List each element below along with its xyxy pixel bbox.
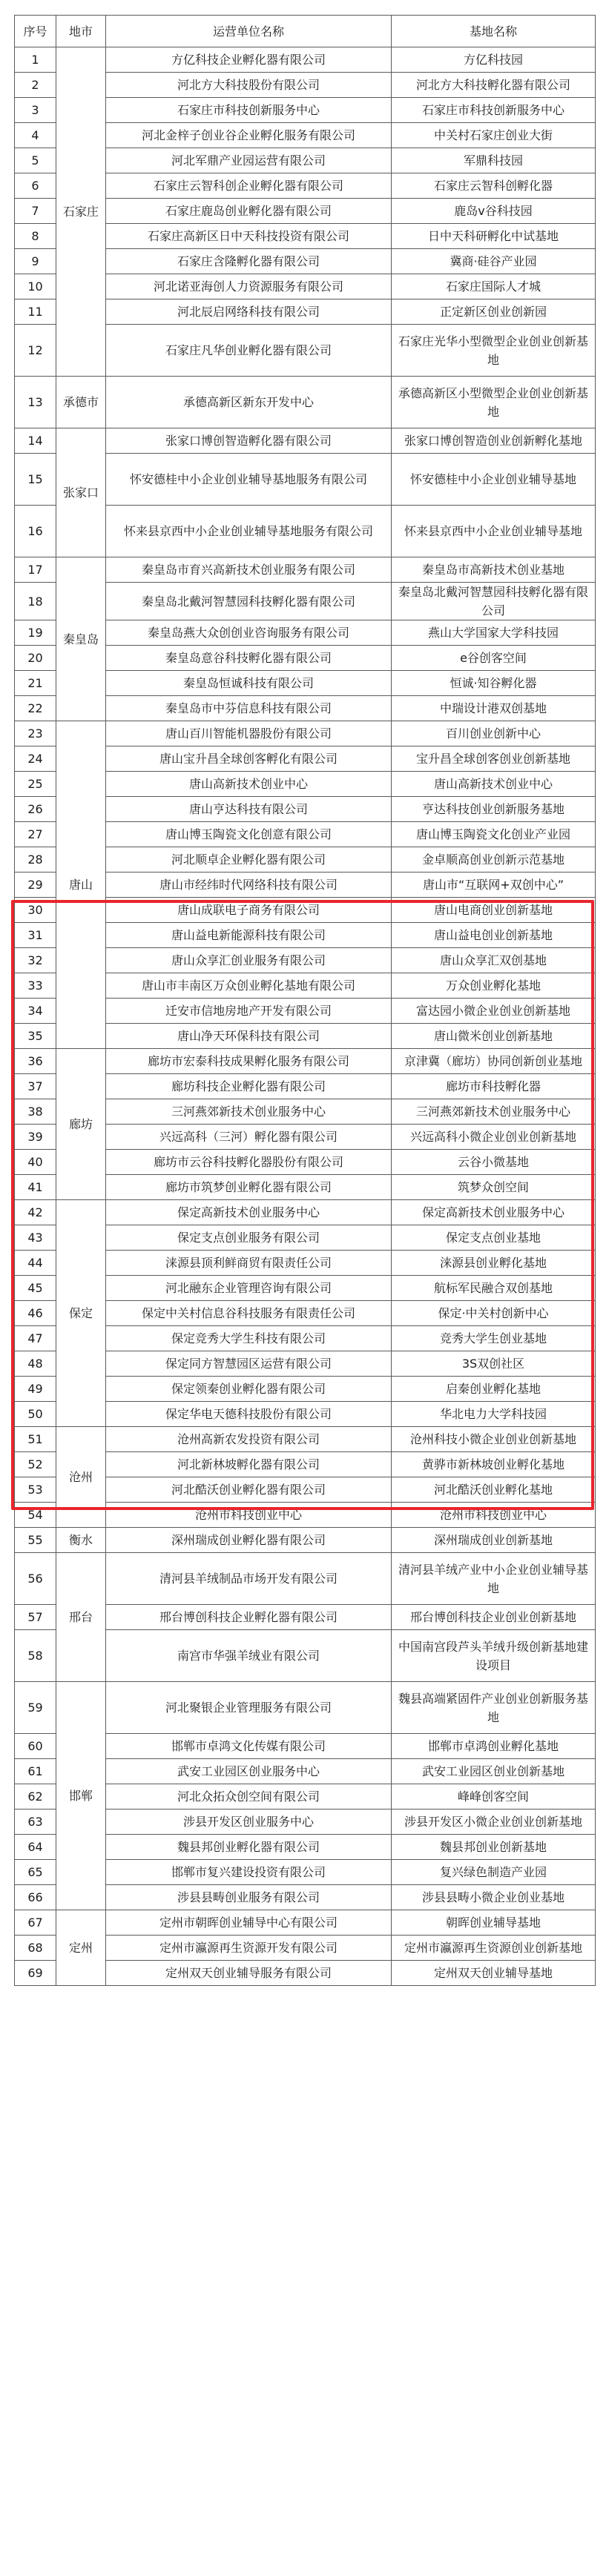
base-name: 秦皇岛市高新技术创业基地 xyxy=(392,557,596,583)
table-row xyxy=(15,557,596,583)
base-name: 沧州科技小微企业创业创新基地 xyxy=(392,1427,596,1452)
base-name: 廊坊市科技孵化器 xyxy=(392,1074,596,1099)
operator-name: 唐山市丰南区万众创业孵化基地有限公司 xyxy=(106,973,392,999)
header-no: 序号 xyxy=(15,16,56,47)
row-number: 9 xyxy=(15,249,56,274)
base-name: 京津冀（廊坊）协同创新创业基地 xyxy=(392,1049,596,1074)
header-base: 基地名称 xyxy=(392,16,596,47)
city-name: 廊坊 xyxy=(56,1049,106,1200)
base-name: 保定·中关村创新中心 xyxy=(392,1301,596,1326)
row-number: 14 xyxy=(15,428,56,454)
table-row xyxy=(15,47,596,73)
row-number: 65 xyxy=(15,1860,56,1885)
row-number: 35 xyxy=(15,1024,56,1049)
city-name: 保定 xyxy=(56,1200,106,1427)
base-name: 定州双天创业辅导基地 xyxy=(392,1961,596,1986)
row-number: 20 xyxy=(15,646,56,671)
base-name: 定州市瀛源再生资源创业创新基地 xyxy=(392,1936,596,1961)
table-row xyxy=(15,1427,596,1452)
operator-name: 定州市朝晖创业辅导中心有限公司 xyxy=(106,1910,392,1936)
row-number: 61 xyxy=(15,1759,56,1784)
base-name: 石家庄云智科创孵化器 xyxy=(392,173,596,199)
row-number: 28 xyxy=(15,847,56,873)
operator-name: 河北辰启网络科技有限公司 xyxy=(106,299,392,325)
row-number: 64 xyxy=(15,1835,56,1860)
operator-name: 廊坊科技企业孵化器有限公司 xyxy=(106,1074,392,1099)
row-number: 54 xyxy=(15,1503,56,1528)
row-number: 41 xyxy=(15,1175,56,1200)
base-name: 富达园小微企业创业创新基地 xyxy=(392,999,596,1024)
row-number: 63 xyxy=(15,1810,56,1835)
base-name: 涉县开发区小微企业创业创新基地 xyxy=(392,1810,596,1835)
operator-name: 迁安市信地房地产开发有限公司 xyxy=(106,999,392,1024)
operator-name: 承德高新区新东开发中心 xyxy=(106,377,392,428)
row-number: 51 xyxy=(15,1427,56,1452)
row-number: 15 xyxy=(15,454,56,506)
row-number: 56 xyxy=(15,1553,56,1605)
base-name: 中瑞设计港双创基地 xyxy=(392,696,596,721)
base-name: 航标军民融合双创基地 xyxy=(392,1276,596,1301)
row-number: 2 xyxy=(15,73,56,98)
row-number: 32 xyxy=(15,948,56,973)
base-name: 云谷小微基地 xyxy=(392,1150,596,1175)
table-row xyxy=(15,1910,596,1936)
row-number: 60 xyxy=(15,1734,56,1759)
operator-name: 兴远高科（三河）孵化器有限公司 xyxy=(106,1125,392,1150)
city-name: 张家口 xyxy=(56,428,106,557)
row-number: 44 xyxy=(15,1251,56,1276)
operator-name: 深州瑞成创业孵化器有限公司 xyxy=(106,1528,392,1553)
city-name: 衡水 xyxy=(56,1528,106,1553)
header-city: 地市 xyxy=(56,16,106,47)
base-name: 鹿岛v谷科技园 xyxy=(392,199,596,224)
city-name: 承德市 xyxy=(56,377,106,428)
operator-name: 石家庄市科技创新服务中心 xyxy=(106,98,392,123)
row-number: 46 xyxy=(15,1301,56,1326)
row-number: 3 xyxy=(15,98,56,123)
base-name: 石家庄市科技创新服务中心 xyxy=(392,98,596,123)
operator-name: 秦皇岛意谷科技孵化器有限公司 xyxy=(106,646,392,671)
operator-name: 怀安德桂中小企业创业辅导基地服务有限公司 xyxy=(106,454,392,506)
row-number: 23 xyxy=(15,721,56,746)
header-operator: 运营单位名称 xyxy=(106,16,392,47)
operator-name: 石家庄凡华创业孵化器有限公司 xyxy=(106,325,392,377)
operator-name: 张家口博创智造孵化器有限公司 xyxy=(106,428,392,454)
base-name: 张家口博创智造创业创新孵化基地 xyxy=(392,428,596,454)
table-row xyxy=(15,1528,596,1553)
operator-name: 怀来县京西中小企业创业辅导基地服务有限公司 xyxy=(106,506,392,557)
operator-name: 秦皇岛燕大众创创业咨询服务有限公司 xyxy=(106,620,392,646)
row-number: 26 xyxy=(15,797,56,822)
base-name: 金卓顺高创业创新示范基地 xyxy=(392,847,596,873)
operator-name: 河北方大科技股份有限公司 xyxy=(106,73,392,98)
base-name: 方亿科技园 xyxy=(392,47,596,73)
row-number: 31 xyxy=(15,923,56,948)
operator-name: 廊坊市筑梦创业孵化器有限公司 xyxy=(106,1175,392,1200)
operator-name: 唐山博玉陶瓷文化创意有限公司 xyxy=(106,822,392,847)
row-number: 42 xyxy=(15,1200,56,1225)
row-number: 66 xyxy=(15,1885,56,1910)
table-body xyxy=(15,47,596,1986)
operator-name: 石家庄鹿岛创业孵化器有限公司 xyxy=(106,199,392,224)
row-number: 68 xyxy=(15,1936,56,1961)
base-name: 涉县县畴小微企业创业基地 xyxy=(392,1885,596,1910)
operator-name: 邯郸市卓鸿文化传媒有限公司 xyxy=(106,1734,392,1759)
operator-name: 石家庄高新区日中天科技投资有限公司 xyxy=(106,224,392,249)
base-name: 华北电力大学科技园 xyxy=(392,1402,596,1427)
operator-name: 沧州市科技创业中心 xyxy=(106,1503,392,1528)
operator-name: 唐山成联电子商务有限公司 xyxy=(106,898,392,923)
row-number: 55 xyxy=(15,1528,56,1553)
row-number: 39 xyxy=(15,1125,56,1150)
row-number: 33 xyxy=(15,973,56,999)
base-name: 黄骅市新林坡创业孵化基地 xyxy=(392,1452,596,1477)
base-name: 深州瑞成创业创新基地 xyxy=(392,1528,596,1553)
table-row xyxy=(15,1682,596,1734)
row-number: 40 xyxy=(15,1150,56,1175)
row-number: 36 xyxy=(15,1049,56,1074)
base-name: 燕山大学国家大学科技园 xyxy=(392,620,596,646)
base-name: 河北酷沃创业孵化基地 xyxy=(392,1477,596,1503)
base-name: 中国南宫段芦头羊绒升级创新基地建设项目 xyxy=(392,1630,596,1682)
operator-name: 河北军鼎产业园运营有限公司 xyxy=(106,148,392,173)
base-name: 3S双创社区 xyxy=(392,1351,596,1377)
base-name: 邯郸市卓鸿创业孵化基地 xyxy=(392,1734,596,1759)
base-name: 河北方大科技孵化器有限公司 xyxy=(392,73,596,98)
row-number: 30 xyxy=(15,898,56,923)
base-name: 邢台博创科技企业创业创新基地 xyxy=(392,1605,596,1630)
operator-name: 河北金梓子创业谷企业孵化服务有限公司 xyxy=(106,123,392,148)
base-name: 魏县邦创业创新基地 xyxy=(392,1835,596,1860)
operator-name: 廊坊市宏泰科技成果孵化服务有限公司 xyxy=(106,1049,392,1074)
base-name: 沧州市科技创业中心 xyxy=(392,1503,596,1528)
base-name: 亨达科技创业创新服务基地 xyxy=(392,797,596,822)
row-number: 25 xyxy=(15,772,56,797)
operator-name: 唐山市经纬时代网络科技有限公司 xyxy=(106,873,392,898)
row-number: 16 xyxy=(15,506,56,557)
operator-name: 秦皇岛市育兴高新技术创业服务有限公司 xyxy=(106,557,392,583)
row-number: 45 xyxy=(15,1276,56,1301)
row-number: 13 xyxy=(15,377,56,428)
base-name: 唐山市“互联网+双创中心” xyxy=(392,873,596,898)
base-name: 唐山博玉陶瓷文化创业产业园 xyxy=(392,822,596,847)
base-name: 秦皇岛北戴河智慧园科技孵化器有限公司 xyxy=(392,583,596,620)
row-number: 34 xyxy=(15,999,56,1024)
row-number: 50 xyxy=(15,1402,56,1427)
operator-name: 保定领秦创业孵化器有限公司 xyxy=(106,1377,392,1402)
row-number: 10 xyxy=(15,274,56,299)
base-name: 唐山微米创业创新基地 xyxy=(392,1024,596,1049)
operator-name: 定州双天创业辅导服务有限公司 xyxy=(106,1961,392,1986)
operator-name: 唐山宝升昌全球创客孵化有限公司 xyxy=(106,746,392,772)
row-number: 43 xyxy=(15,1225,56,1251)
operator-name: 河北酷沃创业孵化器有限公司 xyxy=(106,1477,392,1503)
row-number: 22 xyxy=(15,696,56,721)
city-name: 定州 xyxy=(56,1910,106,1986)
row-number: 38 xyxy=(15,1099,56,1125)
table-row xyxy=(15,1553,596,1605)
base-name: 石家庄光华小型微型企业创业创新基地 xyxy=(392,325,596,377)
row-number: 19 xyxy=(15,620,56,646)
operator-name: 定州市瀛源再生资源开发有限公司 xyxy=(106,1936,392,1961)
operator-name: 保定同方智慧园区运营有限公司 xyxy=(106,1351,392,1377)
operator-name: 秦皇岛北戴河智慧园科技孵化器有限公司 xyxy=(106,583,392,620)
city-name: 沧州 xyxy=(56,1427,106,1528)
base-name: 保定支点创业基地 xyxy=(392,1225,596,1251)
base-name: 复兴绿色制造产业园 xyxy=(392,1860,596,1885)
city-name: 邯郸 xyxy=(56,1682,106,1910)
city-name: 唐山 xyxy=(56,721,106,1049)
base-name: 竞秀大学生创业基地 xyxy=(392,1326,596,1351)
operator-name: 河北新林坡孵化器有限公司 xyxy=(106,1452,392,1477)
operator-name: 保定支点创业服务有限公司 xyxy=(106,1225,392,1251)
base-name: 军鼎科技园 xyxy=(392,148,596,173)
incubation-base-table xyxy=(14,15,596,1986)
operator-name: 魏县邦创业孵化器有限公司 xyxy=(106,1835,392,1860)
row-number: 27 xyxy=(15,822,56,847)
table-row xyxy=(15,1200,596,1225)
operator-name: 石家庄云智科创企业孵化器有限公司 xyxy=(106,173,392,199)
row-number: 59 xyxy=(15,1682,56,1734)
base-name: 怀安德桂中小企业创业辅导基地 xyxy=(392,454,596,506)
base-name: 唐山益电创业创新基地 xyxy=(392,923,596,948)
operator-name: 唐山亨达科技有限公司 xyxy=(106,797,392,822)
base-name: 魏县高端紧固件产业创业创新服务基地 xyxy=(392,1682,596,1734)
operator-name: 保定竞秀大学生科技有限公司 xyxy=(106,1326,392,1351)
base-name: 启秦创业孵化基地 xyxy=(392,1377,596,1402)
operator-name: 保定华电天德科技股份有限公司 xyxy=(106,1402,392,1427)
base-name: 保定高新技术创业服务中心 xyxy=(392,1200,596,1225)
operator-name: 秦皇岛恒诚科技有限公司 xyxy=(106,671,392,696)
operator-name: 廊坊市云谷科技孵化器股份有限公司 xyxy=(106,1150,392,1175)
base-name: 承德高新区小型微型企业创业创新基地 xyxy=(392,377,596,428)
row-number: 1 xyxy=(15,47,56,73)
row-number: 37 xyxy=(15,1074,56,1099)
base-name: 中关村石家庄创业大街 xyxy=(392,123,596,148)
operator-name: 河北聚银企业管理服务有限公司 xyxy=(106,1682,392,1734)
row-number: 53 xyxy=(15,1477,56,1503)
table-row xyxy=(15,428,596,454)
base-name: 清河县羊绒产业中小企业创业辅导基地 xyxy=(392,1553,596,1605)
row-number: 21 xyxy=(15,671,56,696)
operator-name: 河北顺卓企业孵化器有限公司 xyxy=(106,847,392,873)
operator-name: 保定中关村信息谷科技服务有限责任公司 xyxy=(106,1301,392,1326)
operator-name: 邢台博创科技企业孵化器有限公司 xyxy=(106,1605,392,1630)
base-name: 怀来县京西中小企业创业辅导基地 xyxy=(392,506,596,557)
operator-name: 三河燕郊新技术创业服务中心 xyxy=(106,1099,392,1125)
operator-name: 唐山众享汇创业服务有限公司 xyxy=(106,948,392,973)
operator-name: 邯郸市复兴建设投资有限公司 xyxy=(106,1860,392,1885)
operator-name: 清河县羊绒制品市场开发有限公司 xyxy=(106,1553,392,1605)
row-number: 62 xyxy=(15,1784,56,1810)
row-number: 57 xyxy=(15,1605,56,1630)
operator-name: 唐山益电新能源科技有限公司 xyxy=(106,923,392,948)
operator-name: 唐山净天环保科技有限公司 xyxy=(106,1024,392,1049)
row-number: 48 xyxy=(15,1351,56,1377)
row-number: 8 xyxy=(15,224,56,249)
operator-name: 沧州高新农发投资有限公司 xyxy=(106,1427,392,1452)
row-number: 69 xyxy=(15,1961,56,1986)
operator-name: 河北诺亚海创人力资源服务有限公司 xyxy=(106,274,392,299)
city-name: 邢台 xyxy=(56,1553,106,1682)
operator-name: 南宫市华强羊绒业有限公司 xyxy=(106,1630,392,1682)
city-name: 秦皇岛 xyxy=(56,557,106,721)
row-number: 52 xyxy=(15,1452,56,1477)
base-name: 恒诚·知谷孵化器 xyxy=(392,671,596,696)
row-number: 17 xyxy=(15,557,56,583)
row-number: 58 xyxy=(15,1630,56,1682)
table-row xyxy=(15,1049,596,1074)
base-name: 冀商·硅谷产业园 xyxy=(392,249,596,274)
base-name: 宝升昌全球创客创业创新基地 xyxy=(392,746,596,772)
operator-name: 唐山高新技术创业中心 xyxy=(106,772,392,797)
header-row xyxy=(15,16,596,47)
row-number: 5 xyxy=(15,148,56,173)
row-number: 18 xyxy=(15,583,56,620)
row-number: 67 xyxy=(15,1910,56,1936)
base-name: 朝晖创业辅导基地 xyxy=(392,1910,596,1936)
base-name: 筑梦众创空间 xyxy=(392,1175,596,1200)
base-name: 三河燕郊新技术创业服务中心 xyxy=(392,1099,596,1125)
base-name: 武安工业园区创业创新基地 xyxy=(392,1759,596,1784)
row-number: 6 xyxy=(15,173,56,199)
row-number: 47 xyxy=(15,1326,56,1351)
table-row xyxy=(15,721,596,746)
base-name: 唐山高新技术创业中心 xyxy=(392,772,596,797)
operator-name: 方亿科技企业孵化器有限公司 xyxy=(106,47,392,73)
base-name: 正定新区创业创新园 xyxy=(392,299,596,325)
base-name: 日中天科研孵化中试基地 xyxy=(392,224,596,249)
row-number: 24 xyxy=(15,746,56,772)
operator-name: 唐山百川智能机器股份有限公司 xyxy=(106,721,392,746)
base-name: 峰峰创客空间 xyxy=(392,1784,596,1810)
base-name: 涞源县创业孵化基地 xyxy=(392,1251,596,1276)
row-number: 7 xyxy=(15,199,56,224)
operator-name: 河北众拓众创空间有限公司 xyxy=(106,1784,392,1810)
operator-name: 保定高新技术创业服务中心 xyxy=(106,1200,392,1225)
operator-name: 涉县开发区创业服务中心 xyxy=(106,1810,392,1835)
row-number: 49 xyxy=(15,1377,56,1402)
row-number: 29 xyxy=(15,873,56,898)
base-name: 石家庄国际人才城 xyxy=(392,274,596,299)
operator-name: 石家庄含隆孵化器有限公司 xyxy=(106,249,392,274)
base-name: 百川创业创新中心 xyxy=(392,721,596,746)
table-row xyxy=(15,377,596,428)
row-number: 4 xyxy=(15,123,56,148)
base-name: 唐山众享汇双创基地 xyxy=(392,948,596,973)
operator-name: 武安工业园区创业服务中心 xyxy=(106,1759,392,1784)
base-name: 兴远高科小微企业创业创新基地 xyxy=(392,1125,596,1150)
operator-name: 涉县县畴创业服务有限公司 xyxy=(106,1885,392,1910)
operator-name: 涞源县顶利鲜商贸有限责任公司 xyxy=(106,1251,392,1276)
operator-name: 河北融东企业管理咨询有限公司 xyxy=(106,1276,392,1301)
city-name: 石家庄 xyxy=(56,47,106,377)
operator-name: 秦皇岛市中芬信息科技有限公司 xyxy=(106,696,392,721)
base-name: e谷创客空间 xyxy=(392,646,596,671)
row-number: 11 xyxy=(15,299,56,325)
base-name: 唐山电商创业创新基地 xyxy=(392,898,596,923)
row-number: 12 xyxy=(15,325,56,377)
base-name: 万众创业孵化基地 xyxy=(392,973,596,999)
